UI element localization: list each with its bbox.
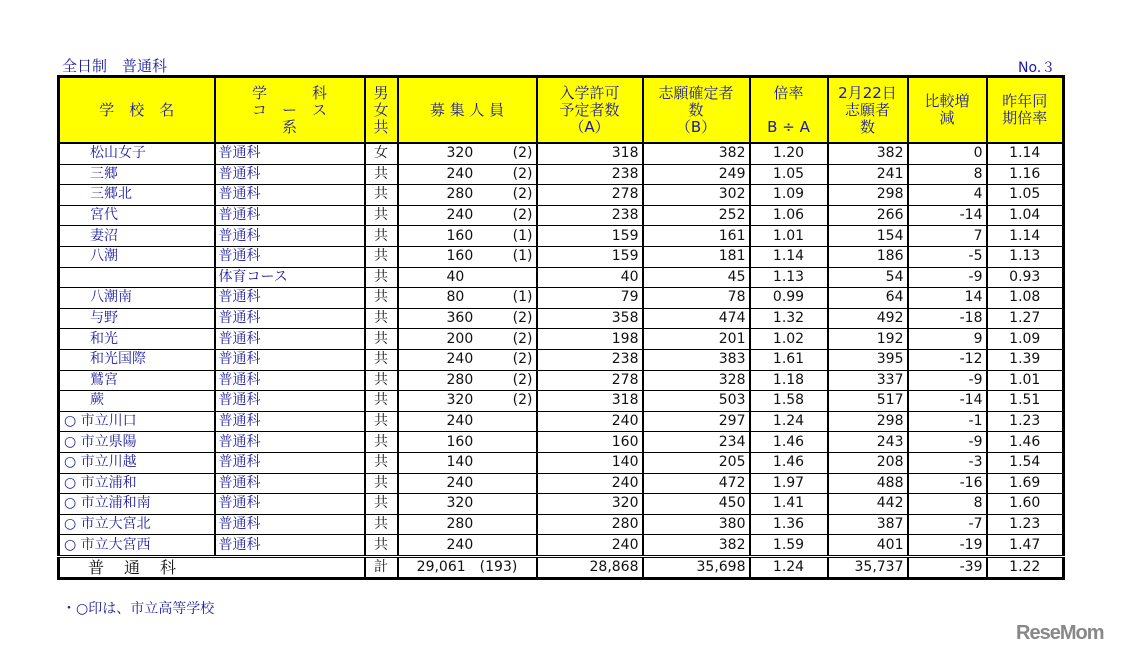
cell-gender: 共 <box>365 349 398 370</box>
cell-ratio: 1.97 <box>750 473 828 494</box>
cell-diff: 8 <box>908 494 987 515</box>
cell-school: 三郷 <box>59 164 215 185</box>
cell-diff: -9 <box>908 432 987 453</box>
cell-gender: 共 <box>365 452 398 473</box>
cell-applicants: 234 <box>643 432 750 453</box>
capacity-value: 360 <box>446 310 474 327</box>
cell-gender: 共 <box>365 432 398 453</box>
cell-course: 普通科 <box>215 432 365 453</box>
cell-course: 普通科 <box>215 514 365 535</box>
capacity-value: 40 <box>446 268 465 285</box>
total-diff: -39 <box>908 556 987 579</box>
cell-school: 八潮南 <box>59 288 215 309</box>
cell-ratio: 1.01 <box>750 226 828 247</box>
cell-last_year: 1.23 <box>987 514 1064 535</box>
capacity-value: 320 <box>446 392 474 409</box>
cell-feb22: 387 <box>828 514 908 535</box>
table-row <box>59 143 1064 164</box>
capacity-paren: (2) <box>512 351 533 368</box>
cell-school: 和光国際 <box>59 349 215 370</box>
table-row <box>59 473 1064 494</box>
cell-course: 普通科 <box>215 288 365 309</box>
cell-diff: 9 <box>908 329 987 350</box>
cell-feb22: 186 <box>828 246 908 267</box>
cell-capacity <box>398 514 537 535</box>
applicant-table <box>57 75 1065 580</box>
cell-capacity <box>398 288 537 309</box>
cell-applicants: 181 <box>643 246 750 267</box>
cell-admit: 79 <box>537 288 643 309</box>
cell-capacity <box>398 164 537 185</box>
total-capacity-paren: (193) <box>479 559 518 576</box>
capacity-value: 280 <box>446 371 474 388</box>
cell-gender: 共 <box>365 308 398 329</box>
cell-ratio: 1.18 <box>750 370 828 391</box>
cell-diff: -12 <box>908 349 987 370</box>
cell-course: 普通科 <box>215 246 365 267</box>
header-diff: 比較増 減 <box>908 77 987 144</box>
cell-capacity <box>398 308 537 329</box>
cell-gender: 共 <box>365 226 398 247</box>
cell-applicants: 382 <box>643 143 750 164</box>
cell-school: 蕨 <box>59 391 215 412</box>
capacity-value: 140 <box>446 454 474 471</box>
capacity-value: 160 <box>446 433 474 450</box>
cell-gender: 共 <box>365 370 398 391</box>
cell-capacity <box>398 205 537 226</box>
cell-last_year: 1.23 <box>987 411 1064 432</box>
total-capacity-value: 29,061 <box>416 559 466 576</box>
cell-last_year: 1.01 <box>987 370 1064 391</box>
cell-ratio: 1.59 <box>750 535 828 557</box>
capacity-paren: (2) <box>512 186 533 203</box>
cell-diff: -14 <box>908 205 987 226</box>
table-row <box>59 349 1064 370</box>
cell-capacity <box>398 185 537 206</box>
cell-school: ○ 市立大宮北 <box>59 514 215 535</box>
cell-last_year: 1.46 <box>987 432 1064 453</box>
cell-school: 和光 <box>59 329 215 350</box>
table-row <box>59 514 1064 535</box>
cell-gender: 共 <box>365 267 398 288</box>
cell-school: 宮代 <box>59 205 215 226</box>
total-admit: 28,868 <box>537 556 643 579</box>
cell-admit: 198 <box>537 329 643 350</box>
cell-applicants: 328 <box>643 370 750 391</box>
cell-last_year: 1.14 <box>987 226 1064 247</box>
cell-feb22: 382 <box>828 143 908 164</box>
table-row <box>59 370 1064 391</box>
cell-course: 普通科 <box>215 164 365 185</box>
cell-capacity <box>398 143 537 164</box>
cell-admit: 160 <box>537 432 643 453</box>
cell-last_year: 1.08 <box>987 288 1064 309</box>
cell-applicants: 78 <box>643 288 750 309</box>
cell-applicants: 45 <box>643 267 750 288</box>
cell-capacity <box>398 473 537 494</box>
cell-diff: -14 <box>908 391 987 412</box>
cell-capacity <box>398 391 537 412</box>
cell-gender: 共 <box>365 494 398 515</box>
capacity-paren: (2) <box>512 207 533 224</box>
cell-admit: 140 <box>537 452 643 473</box>
cell-feb22: 401 <box>828 535 908 557</box>
cell-feb22: 266 <box>828 205 908 226</box>
cell-ratio: 1.09 <box>750 185 828 206</box>
cell-applicants: 161 <box>643 226 750 247</box>
cell-admit: 159 <box>537 226 643 247</box>
table-row <box>59 432 1064 453</box>
cell-feb22: 442 <box>828 494 908 515</box>
cell-diff: 7 <box>908 226 987 247</box>
capacity-value: 240 <box>446 536 474 553</box>
footnote: ・○印は、市立高等学校 <box>62 601 215 617</box>
total-feb22: 35,737 <box>828 556 908 579</box>
cell-feb22: 488 <box>828 473 908 494</box>
cell-admit: 358 <box>537 308 643 329</box>
header-course: 学 科 コ ー ス 系 <box>215 77 365 144</box>
table-row <box>59 308 1064 329</box>
cell-ratio: 1.24 <box>750 411 828 432</box>
cell-capacity <box>398 349 537 370</box>
cell-admit: 238 <box>537 205 643 226</box>
capacity-paren: (1) <box>512 248 533 265</box>
cell-ratio: 1.14 <box>750 246 828 267</box>
cell-applicants: 380 <box>643 514 750 535</box>
cell-gender: 共 <box>365 185 398 206</box>
table-row <box>59 452 1064 473</box>
cell-feb22: 298 <box>828 185 908 206</box>
cell-applicants: 252 <box>643 205 750 226</box>
capacity-paren: (2) <box>512 392 533 409</box>
cell-course: 普通科 <box>215 494 365 515</box>
cell-admit: 280 <box>537 514 643 535</box>
table-row <box>59 535 1064 557</box>
capacity-value: 320 <box>446 145 474 162</box>
capacity-value: 240 <box>446 207 474 224</box>
cell-last_year: 1.69 <box>987 473 1064 494</box>
header-ratio: 倍率 B ÷ A <box>750 77 828 144</box>
cell-admit: 40 <box>537 267 643 288</box>
cell-last_year: 1.47 <box>987 535 1064 557</box>
table-row <box>59 246 1064 267</box>
cell-capacity <box>398 494 537 515</box>
cell-course: 普通科 <box>215 205 365 226</box>
capacity-value: 280 <box>446 515 474 532</box>
cell-admit: 240 <box>537 535 643 557</box>
cell-last_year: 1.51 <box>987 391 1064 412</box>
cell-admit: 240 <box>537 473 643 494</box>
cell-gender: 共 <box>365 473 398 494</box>
cell-applicants: 297 <box>643 411 750 432</box>
cell-school: 妻沼 <box>59 226 215 247</box>
capacity-value: 160 <box>446 248 474 265</box>
cell-school: ○ 市立県陽 <box>59 432 215 453</box>
cell-feb22: 337 <box>828 370 908 391</box>
cell-feb22: 154 <box>828 226 908 247</box>
cell-capacity <box>398 411 537 432</box>
cell-applicants: 450 <box>643 494 750 515</box>
cell-ratio: 1.06 <box>750 205 828 226</box>
capacity-value: 240 <box>446 413 474 430</box>
table-row <box>59 391 1064 412</box>
cell-gender: 共 <box>365 329 398 350</box>
cell-ratio: 1.32 <box>750 308 828 329</box>
cell-capacity <box>398 226 537 247</box>
table-row <box>59 267 1064 288</box>
cell-ratio: 1.36 <box>750 514 828 535</box>
cell-diff: -18 <box>908 308 987 329</box>
page-number: No.３ <box>1018 60 1056 76</box>
cell-course: 普通科 <box>215 226 365 247</box>
cell-ratio: 1.13 <box>750 267 828 288</box>
cell-feb22: 241 <box>828 164 908 185</box>
capacity-value: 240 <box>446 474 474 491</box>
cell-ratio: 0.99 <box>750 288 828 309</box>
cell-admit: 320 <box>537 494 643 515</box>
cell-admit: 238 <box>537 164 643 185</box>
header-last-year: 昨年同 期倍率 <box>987 77 1064 144</box>
cell-gender: 共 <box>365 246 398 267</box>
cell-gender: 共 <box>365 514 398 535</box>
cell-diff: -9 <box>908 370 987 391</box>
cell-feb22: 54 <box>828 267 908 288</box>
total-last-year: 1.22 <box>987 556 1064 579</box>
cell-school: 三郷北 <box>59 185 215 206</box>
cell-diff: -16 <box>908 473 987 494</box>
table-row <box>59 288 1064 309</box>
cell-admit: 278 <box>537 185 643 206</box>
cell-feb22: 517 <box>828 391 908 412</box>
cell-school: ○ 市立浦和南 <box>59 494 215 515</box>
cell-last_year: 1.60 <box>987 494 1064 515</box>
total-gender: 計 <box>365 556 398 579</box>
cell-course: 普通科 <box>215 391 365 412</box>
table-row <box>59 205 1064 226</box>
capacity-value: 240 <box>446 351 474 368</box>
cell-gender: 共 <box>365 164 398 185</box>
cell-school: ○ 市立浦和 <box>59 473 215 494</box>
cell-ratio: 1.61 <box>750 349 828 370</box>
cell-course: 普通科 <box>215 143 365 164</box>
cell-ratio: 1.58 <box>750 391 828 412</box>
cell-course: 普通科 <box>215 349 365 370</box>
cell-diff: 4 <box>908 185 987 206</box>
capacity-value: 320 <box>446 495 474 512</box>
cell-gender: 共 <box>365 391 398 412</box>
resemom-logo: ReseMom <box>1016 622 1104 644</box>
cell-diff: -7 <box>908 514 987 535</box>
cell-admit: 238 <box>537 349 643 370</box>
cell-ratio: 1.46 <box>750 432 828 453</box>
cell-school: ○ 市立大宮西 <box>59 535 215 557</box>
capacity-value: 280 <box>446 186 474 203</box>
capacity-paren: (1) <box>512 289 533 306</box>
cell-admit: 159 <box>537 246 643 267</box>
cell-feb22: 492 <box>828 308 908 329</box>
cell-admit: 318 <box>537 391 643 412</box>
cell-course: 普通科 <box>215 411 365 432</box>
cell-ratio: 1.20 <box>750 143 828 164</box>
cell-admit: 278 <box>537 370 643 391</box>
cell-last_year: 1.39 <box>987 349 1064 370</box>
cell-feb22: 64 <box>828 288 908 309</box>
cell-feb22: 192 <box>828 329 908 350</box>
capacity-paren: (2) <box>512 310 533 327</box>
cell-last_year: 0.93 <box>987 267 1064 288</box>
cell-school: 松山女子 <box>59 143 215 164</box>
table-row <box>59 164 1064 185</box>
cell-last_year: 1.13 <box>987 246 1064 267</box>
cell-last_year: 1.04 <box>987 205 1064 226</box>
cell-school: ○ 市立川口 <box>59 411 215 432</box>
cell-capacity <box>398 329 537 350</box>
header-feb22: 2月22日 志願者 数 <box>828 77 908 144</box>
table-row <box>59 411 1064 432</box>
cell-admit: 318 <box>537 143 643 164</box>
header-gender: 男 女 共 <box>365 77 398 144</box>
cell-gender: 女 <box>365 143 398 164</box>
capacity-value: 160 <box>446 227 474 244</box>
capacity-value: 80 <box>446 289 465 306</box>
cell-capacity <box>398 246 537 267</box>
cell-last_year: 1.14 <box>987 143 1064 164</box>
cell-last_year: 1.54 <box>987 452 1064 473</box>
header-capacity: 募 集 人 員 <box>398 77 537 144</box>
cell-course: 普通科 <box>215 473 365 494</box>
cell-diff: -19 <box>908 535 987 557</box>
cell-feb22: 208 <box>828 452 908 473</box>
header-row <box>59 77 1064 144</box>
cell-course: 普通科 <box>215 535 365 557</box>
table-row <box>59 185 1064 206</box>
cell-ratio: 1.02 <box>750 329 828 350</box>
table-row <box>59 226 1064 247</box>
cell-capacity <box>398 370 537 391</box>
cell-course: 普通科 <box>215 185 365 206</box>
cell-gender: 共 <box>365 205 398 226</box>
cell-diff: 14 <box>908 288 987 309</box>
cell-last_year: 1.16 <box>987 164 1064 185</box>
cell-capacity <box>398 535 537 557</box>
cell-last_year: 1.27 <box>987 308 1064 329</box>
header-school: 学 校 名 <box>59 77 215 144</box>
cell-ratio: 1.05 <box>750 164 828 185</box>
cell-feb22: 395 <box>828 349 908 370</box>
capacity-paren: (2) <box>512 371 533 388</box>
cell-course: 体育コース <box>215 267 365 288</box>
cell-diff: -3 <box>908 452 987 473</box>
cell-last_year: 1.09 <box>987 329 1064 350</box>
cell-school: 与野 <box>59 308 215 329</box>
header-admit: 入学許可 予定者数 （A） <box>537 77 643 144</box>
total-label: 普 通 科 <box>59 556 365 579</box>
cell-applicants: 503 <box>643 391 750 412</box>
cell-school: 八潮 <box>59 246 215 267</box>
sheet-title: 全日制 普通科 <box>62 57 168 75</box>
cell-capacity <box>398 432 537 453</box>
total-ratio: 1.24 <box>750 556 828 579</box>
cell-diff: -9 <box>908 267 987 288</box>
cell-course: 普通科 <box>215 452 365 473</box>
cell-diff: 8 <box>908 164 987 185</box>
cell-applicants: 249 <box>643 164 750 185</box>
cell-gender: 共 <box>365 535 398 557</box>
cell-applicants: 472 <box>643 473 750 494</box>
cell-ratio: 1.46 <box>750 452 828 473</box>
header-applicants: 志願確定者 数 （B） <box>643 77 750 144</box>
cell-diff: -5 <box>908 246 987 267</box>
cell-admit: 240 <box>537 411 643 432</box>
table-row <box>59 329 1064 350</box>
capacity-paren: (1) <box>512 227 533 244</box>
cell-capacity <box>398 452 537 473</box>
cell-diff: 0 <box>908 143 987 164</box>
cell-ratio: 1.41 <box>750 494 828 515</box>
capacity-value: 200 <box>446 330 474 347</box>
cell-applicants: 382 <box>643 535 750 557</box>
cell-school: 鷲宮 <box>59 370 215 391</box>
cell-course: 普通科 <box>215 329 365 350</box>
total-row <box>59 556 1064 579</box>
cell-gender: 共 <box>365 288 398 309</box>
capacity-paren: (2) <box>512 330 533 347</box>
total-capacity <box>398 556 537 579</box>
cell-school <box>59 267 215 288</box>
cell-capacity <box>398 267 537 288</box>
cell-school: ○ 市立川越 <box>59 452 215 473</box>
cell-applicants: 474 <box>643 308 750 329</box>
total-applicants: 35,698 <box>643 556 750 579</box>
cell-diff: -1 <box>908 411 987 432</box>
cell-applicants: 383 <box>643 349 750 370</box>
cell-gender: 共 <box>365 411 398 432</box>
capacity-paren: (2) <box>512 145 533 162</box>
cell-course: 普通科 <box>215 308 365 329</box>
cell-applicants: 302 <box>643 185 750 206</box>
cell-feb22: 243 <box>828 432 908 453</box>
table-row <box>59 494 1064 515</box>
capacity-value: 240 <box>446 165 474 182</box>
cell-last_year: 1.05 <box>987 185 1064 206</box>
cell-course: 普通科 <box>215 370 365 391</box>
capacity-paren: (2) <box>512 165 533 182</box>
cell-applicants: 201 <box>643 329 750 350</box>
cell-applicants: 205 <box>643 452 750 473</box>
cell-feb22: 298 <box>828 411 908 432</box>
